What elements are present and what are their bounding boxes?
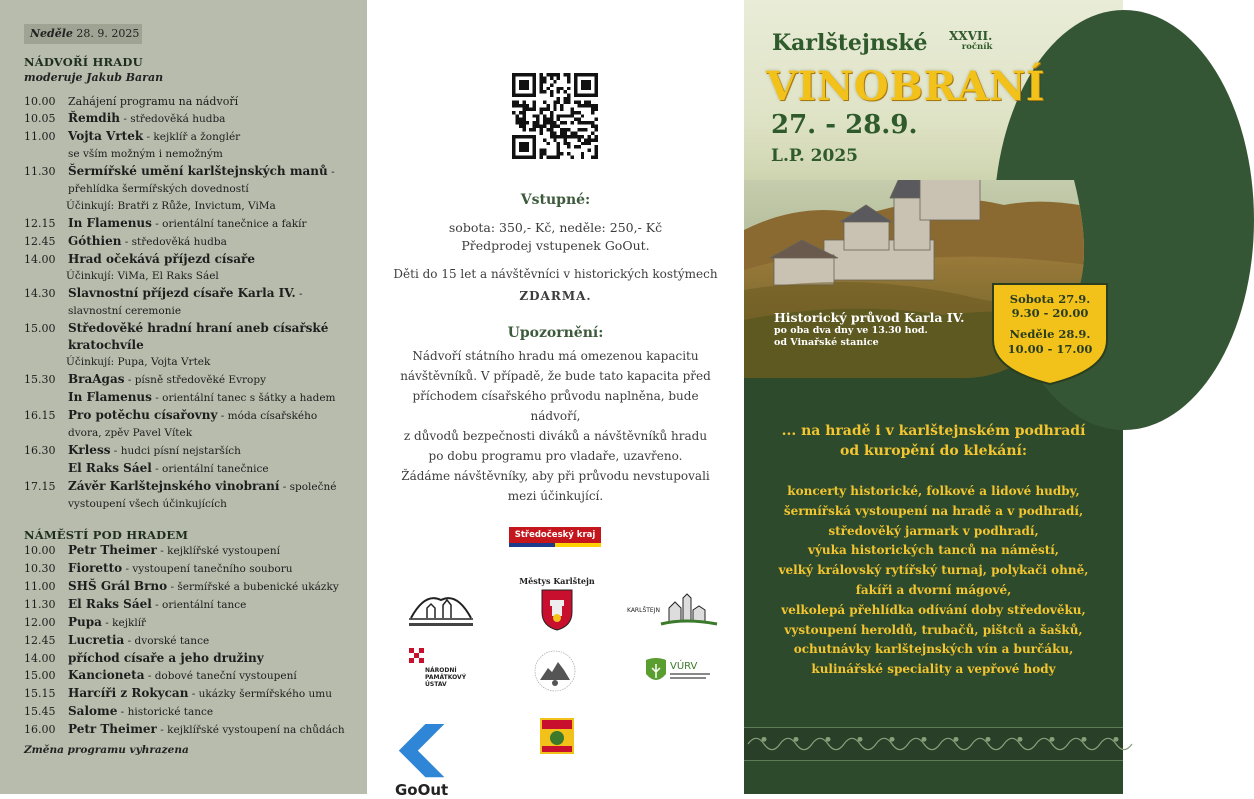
notice-line: Žádáme návštěvníky, aby při průvodu nevstupovali <box>401 469 710 483</box>
national-heritage-institute-logo <box>405 646 467 690</box>
qr-code[interactable] <box>512 73 598 159</box>
parade-title: Historický průvod Karla IV. <box>774 310 965 325</box>
performer-name: Slavnostní příjezd císaře Karla IV. <box>68 286 296 300</box>
program-desc <box>68 163 359 181</box>
tagline-line-2: od kuropění do klekání: <box>839 443 1028 459</box>
program-performers: Účinkují: ViMa, El Raks Sáel <box>66 270 219 282</box>
performer-detail: - ukázky šermířského umu <box>188 688 333 700</box>
activity-item: koncerty historické, folkové a lidové hudby, <box>787 484 1080 498</box>
festival-dates: 27. - 28.9. <box>771 110 918 140</box>
performer-name: Šermířské umění karlštejnských manů <box>68 164 328 178</box>
activity-item: výuka historických tanců na náměstí, <box>807 543 1059 558</box>
program-time: 14.30 <box>24 287 56 300</box>
performer-name: Lucretia <box>68 633 125 647</box>
info-panel <box>367 0 744 799</box>
vurv-logo <box>644 656 714 688</box>
activity-item: velkolepá přehlídka odívání doby středověku, <box>781 602 1086 617</box>
notice-line: příchodem císařského průvodu naplněna, bude nádvoří, <box>412 389 699 423</box>
program-continuation: vystoupení všech účinkujících <box>68 498 227 510</box>
performer-detail: - dobové taneční vystoupení <box>144 670 297 682</box>
performer-detail: Zahájení programu na nádvoří <box>68 95 239 108</box>
program-row <box>24 407 359 425</box>
admission-prices: sobota: 350,- Kč, neděle: 250,- Kč <box>448 220 663 235</box>
program-desc <box>68 128 359 146</box>
sunday-label: Neděle 28.9. <box>1009 327 1091 341</box>
performer-name: Petr Theimer <box>68 543 157 557</box>
program-row <box>24 389 359 407</box>
parade-info <box>774 310 965 349</box>
svg-text:PAMÁTKOVÝ: PAMÁTKOVÝ <box>425 674 467 681</box>
title-karlstejnske: Karlštejnské <box>772 30 928 56</box>
program-desc <box>68 110 359 128</box>
program-desc <box>68 614 359 632</box>
notice-line: Nádvoří státního hradu má omezenou kapacitu <box>412 349 699 363</box>
presale-line: Předprodej vstupenek GoOut. <box>461 238 650 253</box>
program-desc <box>68 442 359 460</box>
program-row <box>24 596 359 614</box>
karlstejn-culture-logo <box>405 590 477 632</box>
program-row <box>24 251 359 268</box>
program-desc <box>68 667 359 685</box>
program-continuation: se vším možným i nemožným <box>68 148 223 160</box>
performer-name: Harcíři z Rokycan <box>68 686 189 700</box>
notice-text <box>387 346 724 506</box>
program-row <box>24 442 359 460</box>
program-row <box>24 560 359 578</box>
footnote: Změna programu vyhrazena <box>24 744 189 756</box>
courtyard-program-list <box>24 93 359 513</box>
program-desc <box>68 371 359 389</box>
performer-name: El Raks Sáel <box>68 461 152 475</box>
performer-name: Kancioneta <box>68 668 145 682</box>
program-time: 17.15 <box>24 480 56 493</box>
program-desc <box>68 215 359 233</box>
notice-line: mezi účinkující. <box>507 489 604 503</box>
program-time: 10.30 <box>24 562 56 575</box>
program-desc <box>68 560 359 578</box>
ornament-band <box>744 727 1123 761</box>
admission-title: Vstupné: <box>520 192 591 208</box>
program-row <box>24 110 359 128</box>
performer-name: Hrad očekává příjezd císaře <box>68 252 255 266</box>
notice-line: návštěvníků. V případě, že bude tato kapacita před <box>400 369 711 383</box>
performer-name: Krless <box>68 443 111 457</box>
program-desc <box>68 320 359 354</box>
performer-name: Pro potěchu císařovny <box>68 408 218 422</box>
performer-name: Středověké hradní hraní aneb císařské kratochvíle <box>68 321 329 352</box>
program-continuation: přehlídka šermířských dovedností <box>68 183 249 195</box>
program-row <box>24 614 359 632</box>
activity-item: šermířská vystoupení na hradě a v podhradí, <box>783 503 1084 518</box>
performer-name: Góthien <box>68 234 122 248</box>
program-time: 12.15 <box>24 217 56 230</box>
program-row <box>24 667 359 685</box>
performer-detail: - hudci písní nejstarších <box>110 445 241 457</box>
performer-detail: - orientální tanec s šátky a hadem <box>151 392 336 404</box>
program-desc <box>68 542 359 560</box>
program-desc <box>68 233 359 251</box>
activity-item: vystoupení heroldů, trubačů, pištců a šašků, <box>784 622 1083 637</box>
program-desc <box>68 93 359 110</box>
performer-detail: - vystoupení tanečního souboru <box>122 563 293 575</box>
program-desc <box>68 703 359 721</box>
parade-start: od Vinařské stanice <box>774 337 879 348</box>
svg-text:VÚRV: VÚRV <box>670 661 698 672</box>
program-continuation: dvora, zpěv Pavel Vítek <box>68 427 193 439</box>
program-row <box>24 93 359 110</box>
section-title-square: NÁMĚSTÍ POD HRADEM <box>24 528 189 542</box>
mestys-caption: Městys Karlštejn <box>519 576 595 586</box>
program-row <box>24 578 359 596</box>
notice-line: z důvodů bezpečnosti diváků a návštěvníků hradu <box>403 429 708 443</box>
program-time: 11.30 <box>24 598 56 611</box>
program-time: 11.30 <box>24 165 56 178</box>
activities-list <box>744 482 1123 680</box>
program-row <box>24 685 359 703</box>
program-time: 15.00 <box>24 322 56 335</box>
performer-detail: - <box>327 166 335 178</box>
edition-label: XXVII. ročník <box>949 29 993 52</box>
program-time: 10.00 <box>24 95 56 108</box>
program-row <box>24 320 359 354</box>
performer-detail: - šermířské a bubenické ukázky <box>167 581 339 593</box>
program-time: 15.45 <box>24 705 56 718</box>
performer-detail: - písně středověké Evropy <box>124 374 267 386</box>
program-time: 12.45 <box>24 634 56 647</box>
performer-name: Vojta Vrtek <box>68 129 144 143</box>
square-program-list <box>24 542 359 739</box>
program-row <box>24 703 359 721</box>
program-desc <box>68 685 359 703</box>
svg-text:ÚSTAV: ÚSTAV <box>425 681 447 688</box>
program-desc <box>68 721 359 739</box>
program-row <box>24 460 359 478</box>
performer-name: SHŠ Grál Brno <box>68 579 168 593</box>
program-time: 16.00 <box>24 723 56 736</box>
performer-detail: - kejklíř a žonglér <box>143 131 241 143</box>
program-time: 14.00 <box>24 253 56 266</box>
program-row <box>24 721 359 739</box>
notice-line: po dobu programu pro vladaře, uzavřeno. <box>428 449 683 463</box>
performer-detail: - dvorské tance <box>124 635 210 647</box>
activity-item: velký královský rytířský turnaj, polykači ohně, <box>778 563 1089 578</box>
program-time: 10.05 <box>24 112 56 125</box>
karlstejn-coat-of-arms-icon <box>540 588 574 632</box>
performer-name: Fioretto <box>68 561 123 575</box>
goout-logo: GoOut <box>395 724 448 799</box>
wine-station-logo <box>520 648 590 694</box>
program-row <box>24 542 359 560</box>
activity-item: kulinářské speciality a vepřové hody <box>811 662 1056 677</box>
performer-name: BraAgas <box>68 372 125 386</box>
program-time: 10.00 <box>24 544 56 557</box>
performer-name: Salome <box>68 704 118 718</box>
region-badge: Středočeský kraj <box>509 527 601 543</box>
date-badge: Neděle 28. 9. 2025 <box>24 24 142 44</box>
program-row <box>24 163 359 181</box>
program-desc <box>68 251 359 268</box>
program-performers: Účinkují: Bratři z Růže, Invictum, ViMa <box>66 200 276 212</box>
program-desc <box>68 407 359 425</box>
svg-text:NÁRODNÍ: NÁRODNÍ <box>425 667 457 674</box>
program-time: 11.00 <box>24 130 56 143</box>
sunday-hours: 10.00 - 17.00 <box>1007 342 1093 356</box>
performer-name: Závěr Karlštejnského vinobraní <box>68 479 280 493</box>
notice-title: Upozornění: <box>507 325 604 341</box>
region-stripe <box>509 543 601 547</box>
activity-item: fakíři a dvorní mágové, <box>855 582 1012 597</box>
performer-detail: - společné <box>279 481 337 493</box>
program-desc <box>68 285 359 303</box>
tagline <box>744 421 1123 461</box>
free-entry-word: ZDARMA. <box>519 289 592 303</box>
performer-detail: - středověká hudba <box>121 236 227 248</box>
section-title-courtyard: NÁDVOŘÍ HRADU <box>24 55 143 69</box>
program-time: 16.15 <box>24 409 56 422</box>
performer-name: In Flamenus <box>68 216 152 230</box>
goout-arrow-icon <box>395 724 448 777</box>
program-time: 12.00 <box>24 616 56 629</box>
activity-item: ochutnávky karlštejnských vín a burčáku, <box>793 642 1074 657</box>
program-row <box>24 650 359 667</box>
program-time: 11.00 <box>24 580 56 593</box>
performer-detail: - historické tance <box>117 706 214 718</box>
performer-detail: - kejklířské vystoupení na chůdách <box>156 724 345 736</box>
program-desc <box>68 596 359 614</box>
program-time: 16.30 <box>24 444 56 457</box>
performer-name: El Raks Sáel <box>68 597 152 611</box>
karlstejn-castle-logo <box>625 592 719 628</box>
performer-detail: - orientální tanečnice <box>151 463 269 475</box>
program-desc <box>68 650 359 667</box>
program-time: 15.30 <box>24 373 56 386</box>
performer-detail: - orientální tanečnice a fakír <box>151 218 307 230</box>
performer-detail: - móda císařského <box>217 410 318 422</box>
program-desc <box>68 578 359 596</box>
free-entry-line: Děti do 15 let a návštěvníci v historických kostýmech <box>393 267 718 281</box>
program-time: 14.00 <box>24 652 56 665</box>
program-row <box>24 285 359 303</box>
program-time: 12.45 <box>24 235 56 248</box>
radio-blanik-logo <box>540 718 574 754</box>
festival-year: L.P. 2025 <box>771 146 858 166</box>
program-row <box>24 233 359 251</box>
program-panel <box>0 0 367 794</box>
performer-detail: - orientální tance <box>151 599 247 611</box>
parade-time: po oba dva dny ve 13.30 hod. <box>774 325 928 336</box>
performer-detail: - <box>295 288 303 300</box>
tagline-line-1: ... na hradě i v karlštejnském podhradí <box>781 423 1086 439</box>
svg-text:KARLŠTEJN: KARLŠTEJN <box>627 607 660 614</box>
saturday-label: Sobota 27.9. <box>1009 292 1091 306</box>
performer-name: In Flamenus <box>68 390 152 404</box>
program-row <box>24 632 359 650</box>
moderator-line: moderuje Jakub Baran <box>24 71 164 84</box>
performer-name: Řemdih <box>68 111 120 125</box>
program-performers: Účinkují: Pupa, Vojta Vrtek <box>66 356 211 368</box>
performer-detail: - kejklíř <box>101 617 147 629</box>
performer-name: Pupa <box>68 615 102 629</box>
performer-detail: - středověká hudba <box>119 113 226 125</box>
title-vinobrani: VINOBRANÍ <box>766 63 1046 110</box>
program-time: 15.00 <box>24 669 56 682</box>
program-desc <box>68 632 359 650</box>
program-row <box>24 128 359 146</box>
saturday-hours: 9.30 - 20.00 <box>1011 306 1089 320</box>
performer-detail: - kejklířské vystoupení <box>156 545 280 557</box>
cover-panel <box>744 0 1123 794</box>
activity-item: středověký jarmark v podhradí, <box>828 523 1039 538</box>
program-continuation: slavnostní ceremonie <box>68 305 182 317</box>
program-row <box>24 215 359 233</box>
performer-name: Petr Theimer <box>68 722 157 736</box>
program-desc <box>68 478 359 496</box>
program-time: 15.15 <box>24 687 56 700</box>
program-row <box>24 478 359 496</box>
performer-name: příchod císaře a jeho družiny <box>68 651 264 665</box>
program-row <box>24 371 359 389</box>
